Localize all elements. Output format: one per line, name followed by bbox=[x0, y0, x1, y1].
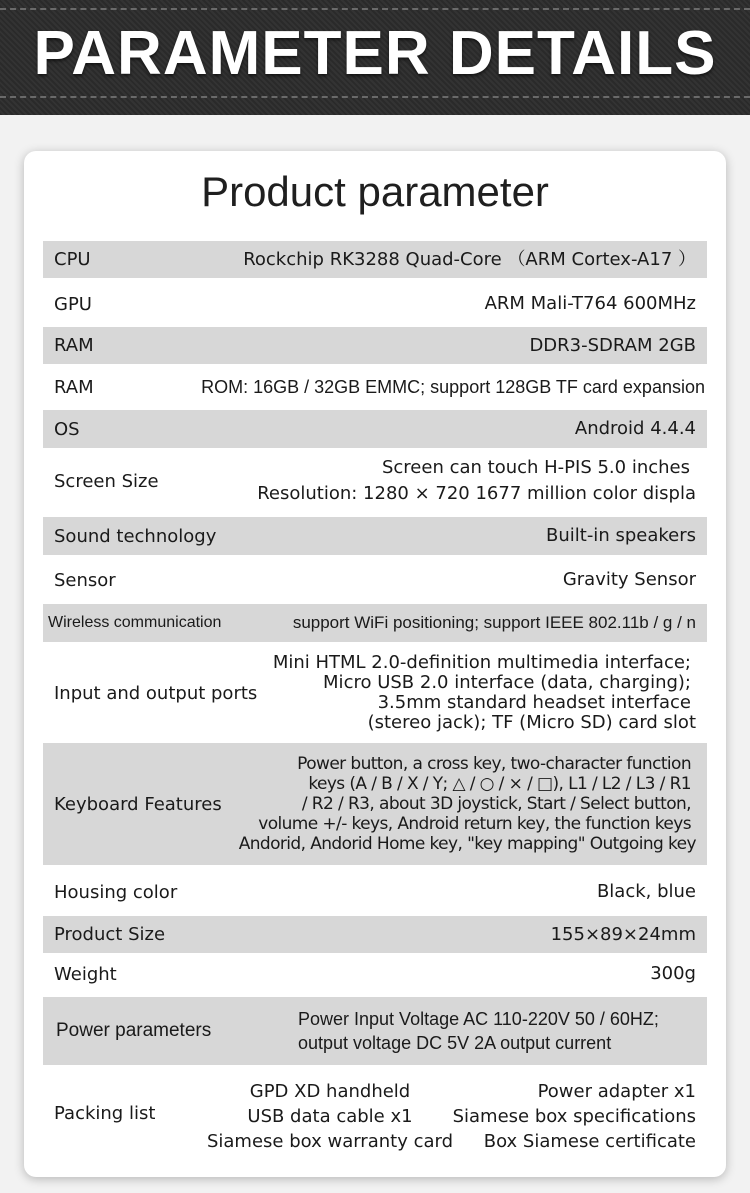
param-value-line: 3.5mm standard headset interface bbox=[377, 692, 691, 713]
param-label: Sound technology bbox=[54, 525, 217, 547]
param-row-packing-list bbox=[43, 1068, 707, 1158]
banner-stitch-bottom bbox=[0, 96, 750, 98]
param-row-power bbox=[43, 997, 707, 1065]
packing-list-left bbox=[205, 1079, 455, 1154]
param-value: support WiFi positioning; support IEEE 802.11b / g / n bbox=[292, 613, 696, 632]
param-row-ports bbox=[43, 648, 707, 738]
packing-item: GPD XD handheld bbox=[249, 1081, 411, 1102]
param-row-ram bbox=[43, 327, 707, 364]
param-row-cpu bbox=[43, 241, 707, 278]
param-value: Rockchip RK3288 Quad-Core （ARM Cortex-A17 ） bbox=[243, 248, 696, 270]
param-row-screen-size bbox=[43, 451, 707, 511]
param-value-line: (stereo jack); TF (Micro SD) card slot bbox=[367, 712, 696, 733]
param-row-housing-color bbox=[43, 872, 707, 912]
param-value: ARM Mali-T764 600MHz bbox=[484, 293, 696, 314]
param-value: Android 4.4.4 bbox=[574, 418, 696, 439]
param-row-weight bbox=[43, 955, 707, 993]
param-value-line: keys (A / B / X / Y; △ / ○ / × / □), L1 / L2 / L3 / R1 bbox=[308, 774, 691, 794]
param-value: 155×89×24mm bbox=[550, 923, 696, 945]
param-value bbox=[239, 754, 696, 854]
packing-list-right bbox=[453, 1079, 696, 1154]
param-label: RAM bbox=[54, 376, 94, 398]
param-label: Housing color bbox=[54, 881, 178, 903]
param-value: 300g bbox=[650, 963, 696, 984]
param-value bbox=[273, 653, 696, 733]
param-row-wireless bbox=[43, 604, 707, 642]
param-label: Keyboard Features bbox=[54, 793, 222, 815]
param-row-sound bbox=[43, 517, 707, 555]
param-label: Packing list bbox=[54, 1102, 156, 1124]
param-value-line: / R2 / R3, about 3D joystick, Start / Select button, bbox=[301, 794, 691, 814]
param-label: CPU bbox=[54, 249, 91, 270]
param-row-os bbox=[43, 410, 707, 448]
packing-item: Box Siamese certificate bbox=[483, 1131, 696, 1152]
param-label: OS bbox=[54, 418, 80, 440]
param-value: Built-in speakers bbox=[546, 525, 696, 546]
param-row-sensor bbox=[43, 560, 707, 600]
packing-item: Power adapter x1 bbox=[537, 1081, 696, 1102]
param-row-product-size bbox=[43, 916, 707, 953]
param-value-line: Resolution: 1280 × 720 1677 million color displa bbox=[257, 483, 696, 504]
param-value: ROM: 16GB / 32GB EMMC; support 128GB TF card expansion bbox=[201, 377, 705, 397]
param-value-line: output voltage DC 5V 2A output current bbox=[298, 1033, 612, 1053]
param-value-line: Screen can touch H-PIS 5.0 inches bbox=[381, 457, 690, 478]
param-value-line: Power Input Voltage AC 110-220V 50 / 60HZ; bbox=[298, 1009, 659, 1029]
packing-item: USB data cable x1 bbox=[247, 1106, 413, 1127]
param-value-line: Micro USB 2.0 interface (data, charging); bbox=[323, 672, 691, 693]
param-row-keyboard bbox=[43, 743, 707, 865]
header-banner bbox=[0, 0, 750, 115]
param-value-line: volume +/- keys, Android return key, the function keys bbox=[258, 814, 691, 834]
param-value: Gravity Sensor bbox=[562, 569, 696, 590]
param-row-gpu bbox=[43, 284, 707, 324]
param-label: RAM bbox=[54, 335, 94, 356]
param-value-line: Mini HTML 2.0-definition multimedia interface; bbox=[272, 652, 691, 673]
param-label: Wireless communication bbox=[48, 614, 222, 631]
param-value bbox=[298, 1007, 659, 1055]
param-value-line: Andorid, Andorid Home key, "key mapping" Outgoing key bbox=[238, 834, 696, 854]
packing-item: Siamese box specifications bbox=[452, 1106, 696, 1127]
param-label: Weight bbox=[54, 963, 117, 985]
packing-item: Siamese box warranty card bbox=[206, 1131, 454, 1152]
param-label: Sensor bbox=[54, 569, 116, 591]
param-value-line: Power button, a cross key, two-character function bbox=[297, 754, 691, 774]
param-value: Black, blue bbox=[596, 881, 696, 902]
param-row-rom bbox=[43, 367, 707, 407]
param-label: GPU bbox=[54, 293, 92, 315]
param-label: Screen Size bbox=[54, 470, 159, 492]
param-label: Product Size bbox=[54, 924, 166, 945]
param-label: Input and output ports bbox=[54, 682, 258, 704]
param-value: DDR3-SDRAM 2GB bbox=[529, 334, 696, 356]
page-title: PARAMETER DETAILS bbox=[33, 19, 717, 88]
card-title: Product parameter bbox=[201, 168, 549, 215]
param-value bbox=[257, 455, 696, 507]
banner-stitch-top bbox=[0, 8, 750, 10]
param-label: Power parameters bbox=[56, 1020, 212, 1041]
